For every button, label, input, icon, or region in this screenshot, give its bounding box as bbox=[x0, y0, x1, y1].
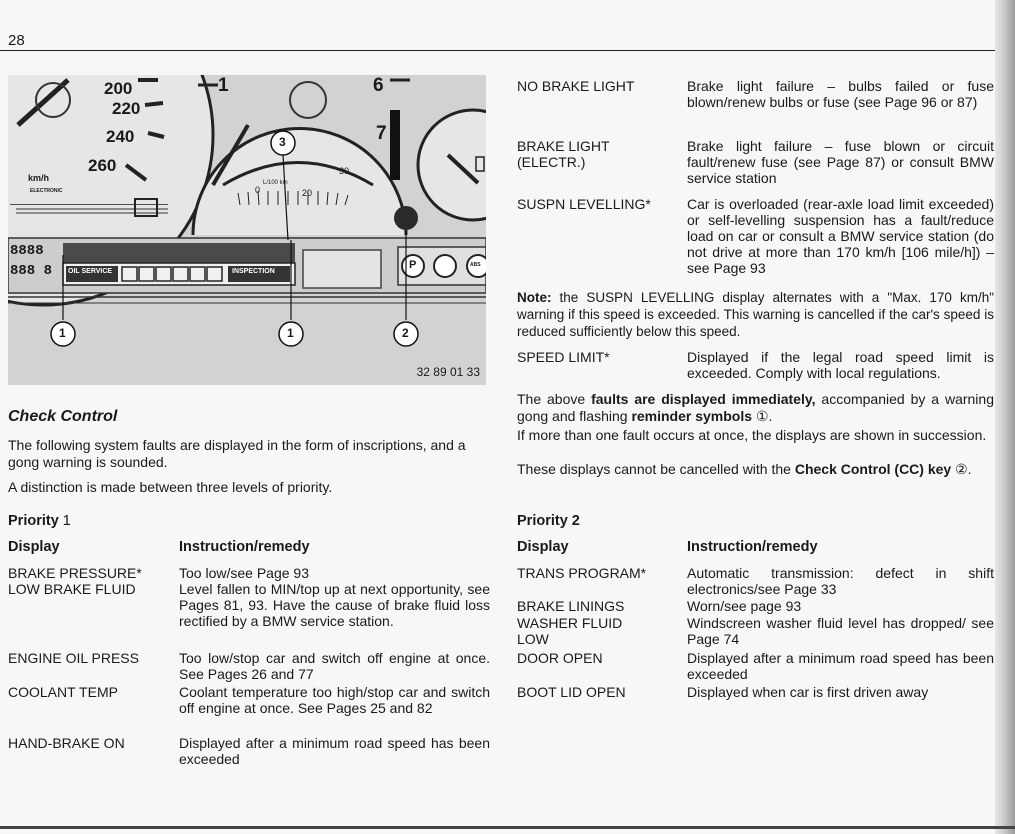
footer-rule bbox=[0, 826, 1015, 829]
faults-d: reminder symbols bbox=[631, 408, 753, 424]
table-row-text: Level fallen to MIN/top up at next opportunity, see Pages 81, 93. Have the cause of brake fluid loss rectified by a BMW service station. bbox=[179, 581, 490, 629]
speed-label-240: 240 bbox=[106, 127, 135, 146]
table-row-text: Too low/stop car and switch off engine at once. See Pages 26 and 77 bbox=[179, 650, 490, 682]
consumption-unit: L/100 km bbox=[263, 180, 288, 186]
speed-unit: km/h bbox=[28, 173, 50, 183]
table-row-label: SUSPN LEVELLING* bbox=[517, 196, 651, 212]
note-label: Note: bbox=[517, 290, 552, 305]
left-col-remedy: Instruction/remedy bbox=[179, 539, 310, 555]
speed-label-220: 220 bbox=[112, 99, 141, 118]
table-row-label: WASHER FLUID LOW bbox=[517, 615, 623, 647]
page-number: 28 bbox=[8, 32, 25, 49]
faults-b: faults are displayed immediately, bbox=[591, 391, 816, 407]
table-row-text: Automatic transmission: defect in shift electronics/see Page 33 bbox=[687, 565, 994, 597]
odometer-bottom: 888 8 bbox=[10, 263, 53, 279]
abs-icon: ABS bbox=[470, 262, 481, 268]
figure-code: 32 89 01 33 bbox=[416, 365, 480, 379]
table-row-label: TRANS PROGRAM* bbox=[517, 565, 647, 581]
note-text: the SUSPN LEVELLING display alternates with a "Max. 170 km/h" warning if this speed is exceeded. This warning is cancelled if the car's speed is reduced sufficiently below this speed. bbox=[517, 290, 994, 339]
levels-paragraph: A distinction is made between three levels of priority. bbox=[8, 479, 333, 495]
cancel-paragraph bbox=[517, 461, 994, 478]
fuel-gauge bbox=[418, 110, 486, 220]
cancel-c: ②. bbox=[955, 461, 972, 477]
more-faults-paragraph: If more than one fault occurs at once, the displays are shown in succession. bbox=[517, 427, 987, 443]
faults-a: The above bbox=[517, 391, 586, 407]
table-row-label: BRAKE LIGHT (ELECTR.) bbox=[517, 138, 610, 170]
intro-paragraph: The following system faults are displayed in the form of inscriptions, and a gong warning is sounded. bbox=[8, 437, 466, 470]
table-row-label: BOOT LID OPEN bbox=[517, 684, 626, 700]
section-heading: Check Control bbox=[8, 408, 118, 425]
table-row-label: COOLANT TEMP bbox=[8, 684, 118, 700]
parking-icon: P bbox=[409, 259, 417, 271]
table-row-text: Displayed after a minimum road speed has been exceeded bbox=[687, 650, 994, 682]
faults-c: accompanied by a warning gong and flashing bbox=[517, 391, 994, 424]
display-inspection: INSPECTION bbox=[232, 268, 275, 275]
table-row-label: ENGINE OIL PRESS bbox=[8, 650, 139, 666]
callout-2: 2 bbox=[402, 326, 409, 340]
cons-30: 30 bbox=[339, 166, 350, 176]
table-row-label: BRAKE LININGS bbox=[517, 598, 625, 614]
speed-label-200: 200 bbox=[104, 79, 133, 98]
speed-label-260: 260 bbox=[88, 156, 117, 175]
faults-paragraph bbox=[517, 391, 994, 425]
rpm-1: 1 bbox=[218, 75, 229, 96]
table-row-text: Displayed after a minimum road speed has been exceeded bbox=[179, 735, 490, 767]
priority-1-heading bbox=[8, 513, 71, 529]
table-row-label: BRAKE PRESSURE* bbox=[8, 565, 142, 581]
table-row-text: Windscreen washer fluid level has dropped/ see Page 74 bbox=[687, 615, 994, 647]
priority-label: Priority bbox=[517, 513, 568, 529]
table-row-label: HAND-BRAKE ON bbox=[8, 735, 125, 751]
header-rule bbox=[0, 50, 995, 51]
rpm-7: 7 bbox=[376, 123, 387, 144]
display-oil-service: OIL SERVICE bbox=[68, 268, 113, 275]
right-col-display: Display bbox=[517, 539, 569, 555]
callout-3: 3 bbox=[279, 135, 286, 149]
cancel-b: Check Control (CC) key bbox=[794, 461, 952, 477]
table-row-text: Coolant temperature too high/stop car and switch off engine at once. See Pages 25 and 82 bbox=[179, 684, 490, 716]
speed-limit-text: Displayed if the legal road speed limit is exceeded. Comply with local regulations. bbox=[687, 349, 994, 381]
priority-2-heading bbox=[517, 513, 580, 529]
cons-0: 0 bbox=[255, 185, 261, 195]
priority-number: 2 bbox=[571, 513, 580, 529]
warning-lamp-icon bbox=[394, 206, 418, 230]
priority-number: 1 bbox=[62, 513, 71, 529]
priority-label: Priority bbox=[8, 513, 59, 529]
speed-sub: ELECTRONIC bbox=[30, 188, 63, 194]
cancel-a: These displays cannot be cancelled with the bbox=[517, 461, 791, 477]
right-col-remedy: Instruction/remedy bbox=[687, 539, 818, 555]
note-paragraph bbox=[517, 289, 994, 340]
speed-limit-label: SPEED LIMIT* bbox=[517, 349, 610, 365]
rpm-6: 6 bbox=[373, 75, 384, 96]
table-row-label: NO BRAKE LIGHT bbox=[517, 78, 635, 94]
tachometer bbox=[193, 80, 410, 235]
left-col-display: Display bbox=[8, 539, 60, 555]
callout-1-left: 1 bbox=[59, 326, 66, 340]
table-row-label: LOW BRAKE FLUID bbox=[8, 581, 136, 597]
table-row-label: DOOR OPEN bbox=[517, 650, 603, 666]
page-binding-edge bbox=[995, 0, 1015, 834]
odometer-top: 8888 bbox=[10, 243, 44, 259]
table-row-text: Worn/see page 93 bbox=[687, 598, 802, 614]
instrument-cluster-drawing bbox=[8, 75, 486, 385]
table-row-text: Car is overloaded (rear-axle load limit exceeded) or self-levelling suspension has a fault/reduce load on car or consult a BMW service station (do not drive at more than 170 km/h [106 mile/h]) – see Page 93 bbox=[687, 196, 994, 276]
cons-20: 20 bbox=[302, 188, 313, 198]
instrument-cluster-figure bbox=[8, 75, 486, 385]
table-row-text: Brake light failure – bulbs failed or fuse blown/renew bulbs or fuse (see Page 96 or 87) bbox=[687, 78, 994, 110]
table-row-text: Displayed when car is first driven away bbox=[687, 684, 929, 700]
table-row-text: Brake light failure – fuse blown or circuit fault/renew fuse (see Page 87) or consult BMW service station bbox=[687, 138, 994, 186]
faults-e: ①. bbox=[755, 408, 773, 424]
table-row-text: Too low/see Page 93 bbox=[179, 565, 309, 581]
callout-1-right: 1 bbox=[287, 326, 294, 340]
